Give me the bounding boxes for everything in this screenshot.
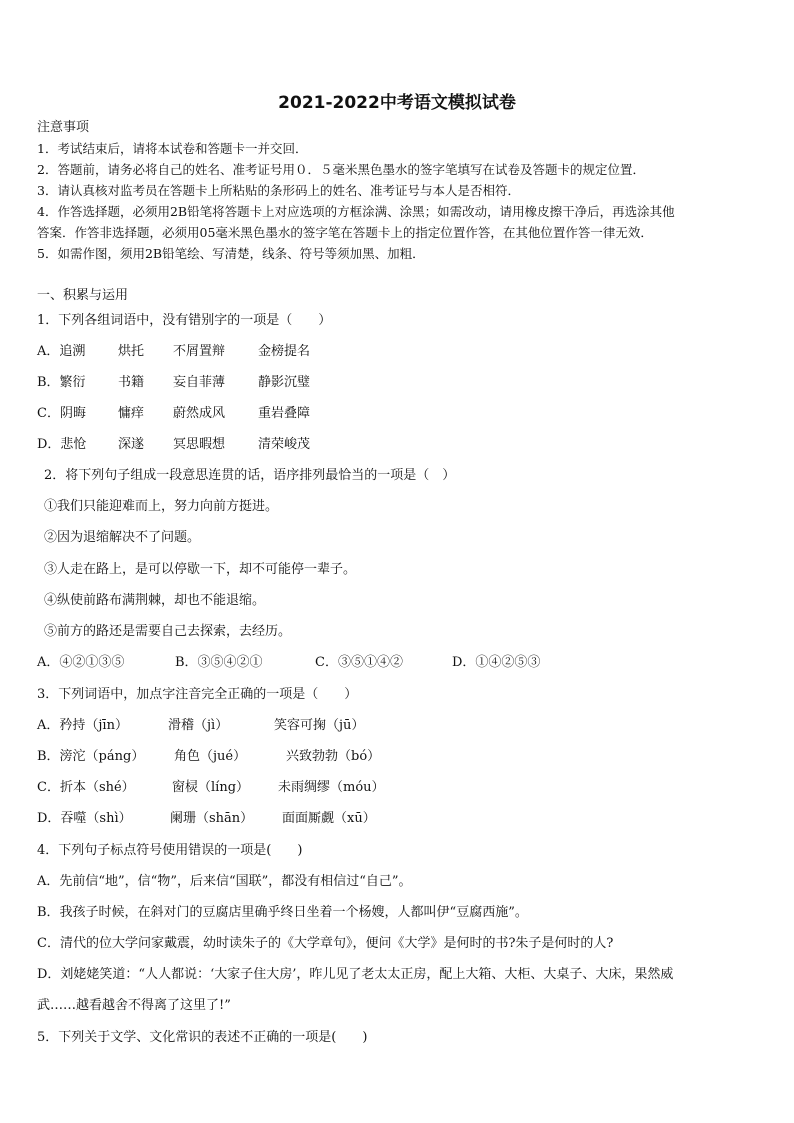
q3-option-a-word: 笑容可掬（jū） <box>274 718 365 733</box>
q3-option-a: A．矜持（jīn） <box>37 718 128 733</box>
q3-option-d: D．吞噬（shì） <box>37 811 132 826</box>
q1-option-d-word: 深遂 <box>118 437 145 452</box>
q3-option-b-word: 兴致勃勃（bó） <box>286 749 381 764</box>
notice-item: 4．作答选择题，必须用2B铅笔将答题卡上对应选项的方框涂满、涂黑；如需改动，请用橡皮擦干净后，再选涂其他 <box>37 204 675 219</box>
notice-item: 5．如需作图，须用2B铅笔绘、写清楚，线条、符号等须加黑、加粗． <box>37 246 425 261</box>
notice-item: 3．请认真核对监考员在答题卡上所粘贴的条形码上的姓名、准考证号与本人是否相符． <box>37 183 520 198</box>
q4-option-d: D．刘姥姥笑道：“人人都说：‘大家子住大房’，昨儿见了老太太正房，配上大箱、大柜、大桌子、大床，果然威 <box>37 967 674 982</box>
question-5-stem: 5．下列关于文学、文化常识的表述不正确的一项是( ) <box>37 1030 368 1045</box>
q2-option-a: A．④②①③⑤ <box>37 655 125 670</box>
q3-option-c-word: 窗棂（líng） <box>172 780 250 795</box>
q1-option-b-word: 妄自菲薄 <box>173 375 226 390</box>
q1-option-d-word: 冥思暇想 <box>173 437 226 452</box>
q1-option-c-word: 蔚然成风 <box>173 406 226 421</box>
question-2-stem: 2．将下列句子组成一段意思连贯的话，语序排列最恰当的一项是（ ） <box>44 468 456 483</box>
q2-option-b: B．③⑤④②① <box>175 655 263 670</box>
q1-option-c: C．阴晦 <box>37 406 86 421</box>
q2-sentence: ④纵使前路布满荆棘，却也不能退缩。 <box>44 593 266 608</box>
page-title: 2021-2022中考语文模拟试卷 <box>278 93 516 113</box>
q3-option-c: C．折本（shé） <box>37 780 135 795</box>
q1-option-c-word: 重岩叠障 <box>258 406 311 421</box>
q3-option-d-word: 面面厮觑（xū） <box>282 811 376 826</box>
q1-option-a: A．追溯 <box>37 344 86 359</box>
q1-option-a-word: 金榜提名 <box>258 344 311 359</box>
q3-option-b-word: 角色（jué） <box>174 749 247 764</box>
q4-option-d-continued: 武……越看越舍不得离了这里了!” <box>37 998 231 1013</box>
q1-option-b: B．繁衍 <box>37 375 86 390</box>
q1-option-d-word: 清荣峻茂 <box>258 437 311 452</box>
q1-option-a-word: 烘托 <box>118 344 145 359</box>
q2-sentence: ⑤前方的路还是需要自己去探索，去经历。 <box>44 624 292 639</box>
q4-option-b: B．我孩子时候，在斜对门的豆腐店里确乎终日坐着一个杨嫂，人都叫伊“豆腐西施”。 <box>37 905 528 920</box>
q1-option-b-word: 书籍 <box>118 375 145 390</box>
question-3-stem: 3．下列词语中，加点字注音完全正确的一项是（ ） <box>37 687 358 702</box>
q1-option-b-word: 静影沉璧 <box>258 375 311 390</box>
q3-option-b: B．滂沱（páng） <box>37 749 145 764</box>
q2-option-d: D．①④②⑤③ <box>452 655 541 670</box>
question-4-stem: 4．下列句子标点符号使用错误的一项是( ) <box>37 843 303 858</box>
q2-sentence: ①我们只能迎难而上，努力向前方挺进。 <box>44 499 279 514</box>
q1-option-d: D．悲怆 <box>37 437 87 452</box>
question-1-stem: 1．下列各组词语中，没有错别字的一项是（ ） <box>37 313 332 328</box>
notice-item: 1．考试结束后，请将本试卷和答题卡一并交回． <box>37 141 308 156</box>
q3-option-a-word: 滑稽（jì） <box>168 718 229 733</box>
q3-option-d-word: 阑珊（shān） <box>170 811 254 826</box>
q2-sentence: ③人走在路上，是可以停歇一下，却不可能停一辈子。 <box>44 562 357 577</box>
q1-option-a-word: 不屑置辩 <box>173 344 226 359</box>
q4-option-a: A．先前信“地”，信“物”，后来信“国联”，都没有相信过“自己”。 <box>37 874 412 889</box>
q4-option-c: C．清代的位大学问家戴震，幼时读朱子的《大学章句》，便问《大学》是何时的书?朱子是何时的人? <box>37 936 614 951</box>
q1-option-c-word: 慵痒 <box>118 406 145 421</box>
q2-option-c: C．③⑤①④② <box>315 655 403 670</box>
notice-heading: 注意事项 <box>37 120 90 135</box>
notice-item: 答案．作答非选择题，必须用05毫米黑色墨水的签字笔在答题卡上的指定位置作答，在其他位置作答一律无效． <box>37 225 653 240</box>
q3-option-c-word: 未雨绸缪（móu） <box>278 780 385 795</box>
q2-sentence: ②因为退缩解决不了问题。 <box>44 530 201 545</box>
notice-item: 2．答题前，请务必将自己的姓名、准考证号用０．５毫米黑色墨水的签字笔填写在试卷及答题卡的规定位置． <box>37 162 645 177</box>
section-heading: 一、积累与运用 <box>37 288 129 303</box>
